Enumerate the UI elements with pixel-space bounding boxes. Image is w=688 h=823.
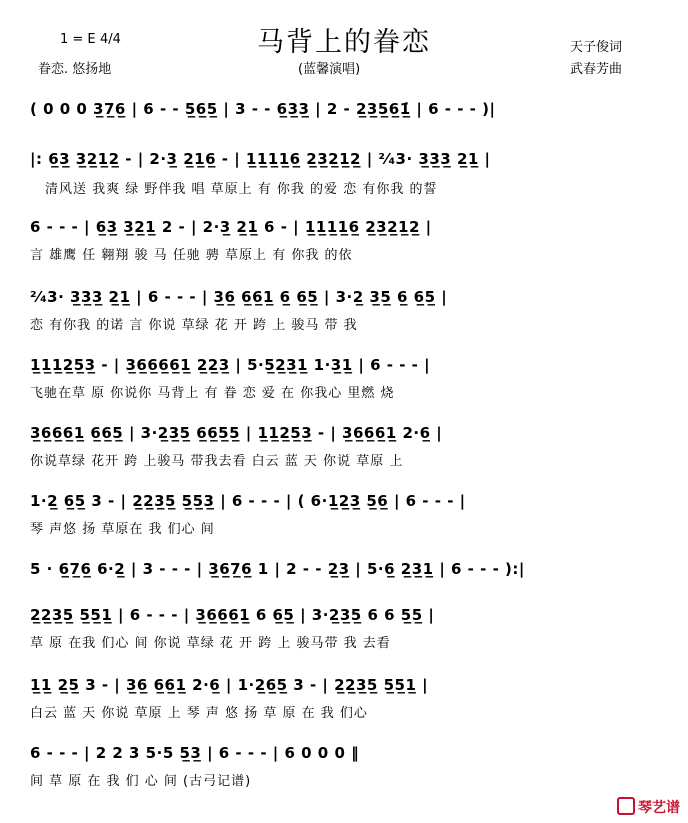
key-signature: 1 = E — [60, 32, 96, 47]
song-title: 马背上的眷恋 — [257, 27, 431, 58]
lyric-row-11: 间 草 原 在 我 们 心 间 (古弓记谱) — [30, 774, 252, 789]
notation-row-10: 1̲1̲ 2̲5̲ 3 - | 3̲6̲ 6̲6̲1̲ 2·6̲ | 1·2̲6̲5̲ 3 - | 2̲2̲3̲5̲ 5̲5̲1̲ | — [30, 676, 429, 694]
lyric-row-9: 草 原 在我 们心 间 你说 草绿 花 开 跨 上 骏马带 我 去看 — [30, 636, 391, 651]
lyric-row-3: 言 雄鹰 任 翱翔 骏 马 任驰 骋 草原上 有 你我 的依 — [30, 248, 353, 263]
lyric-row-4: 恋 有你我 的诺 言 你说 草绿 花 开 跨 上 骏马 带 我 — [30, 318, 358, 333]
lyric-row-5: 飞驰在草 原 你说你 马背上 有 眷 恋 爱 在 你我心 里燃 烧 — [30, 386, 395, 401]
lyric-row-6: 你说草绿 花开 跨 上骏马 带我去看 白云 蓝 天 你说 草原 上 — [30, 454, 404, 469]
notation-row-1: ( 0 0 0 3̲7̲6̲ | 6 - - 5̲6̲5̲ | 3 - - 6̲3̲3̲ | 2 - 2̲3̲5̲6̲1̲̇ | 6 - - - )| — [30, 100, 496, 118]
singer-credit: (蓝馨演唱) — [298, 62, 361, 77]
notation-row-3: 6 - - - | 6̲3̲ 3̲2̲1̲ 2 - | 2·3̲ 2̲1̲ 6 - | 1̲1̲1̲1̲6̲ 2̲3̲2̲1̲2̲ | — [30, 218, 432, 236]
notation-row-9: 2̲2̲3̲5̲ 5̲5̲1̲ | 6 - - - | 3̲6̲6̲6̲1̲ 6 6̲5̲ | 3·2̲3̲5̲ 6 6 5̲5̲ | — [30, 606, 435, 624]
logo-icon — [617, 797, 635, 815]
notation-row-5: 1̲1̲1̲2̲5̲3̲ - | 3̲6̲6̲6̲6̲1̲ 2̲2̲3̲ | 5·5̲2̲3̲1̲ 1·3̲1̲ | 6 - - - | — [30, 356, 431, 374]
notation-row-4: ²⁄₄3· 3̲3̲3̲ 2̲1̲ | 6 - - - | 3̲6̲ 6̲6̲1̲ 6̲ 6̲5̲ | 3·2̲ 3̲5̲ 6̲ 6̲5̲ | — [30, 288, 448, 306]
site-watermark: 琴艺谱 — [617, 797, 680, 817]
lyric-row-2: 清风送 我爽 绿 野伴我 唱 草原上 有 你我 的爱 恋 有你我 的誓 — [45, 182, 438, 197]
notation-row-8: 5 · 6̲7̲6̲ 6·2̲ | 3 - - - | 3̲6̲7̲6̲ 1 | 2 - - 2̲3̲ | 5·6̲ 2̲3̲1̲ | 6 - - - ):| — [30, 560, 525, 578]
notation-row-2: |: 6̲3̲ 3̲2̲1̲2̲ - | 2·3̲ 2̲1̲6̲ - | 1̲1̲1̲1̲6̲ 2̲3̲2̲1̲2̲ | ²⁄₄3· 3̲3̲3̲ 2̲1̲ | — [30, 150, 491, 168]
lyric-row-7: 琴 声悠 扬 草原在 我 们心 间 — [30, 522, 215, 537]
mood-marking: 眷恋. 悠扬地 — [38, 62, 112, 77]
notation-row-7: 1·2̲ 6̲5̲ 3 - | 2̲2̲3̲5̲ 5̲5̲3̲ | 6 - - - | ( 6·1̲2̲3̲ 5̲6̲ | 6 - - - | — [30, 492, 466, 510]
notation-row-11: 6 - - - | 2 2 3 5·5 5̲3̲ | 6 - - - | 6 0 0 0 ‖ — [30, 744, 360, 762]
notation-row-6: 3̲6̲6̲6̲1̲ 6̲6̲5̲ | 3·2̲3̲5̲ 6̲6̲5̲5̲ | 1̲1̲2̲5̲3̲ - | 3̲6̲6̲6̲1̲ 2·6̲ | — [30, 424, 443, 442]
lyricist-credit: 天子俊词 — [570, 40, 623, 55]
composer-credit: 武春芳曲 — [570, 62, 623, 77]
lyric-row-10: 白云 蓝 天 你说 草原 上 琴 声 悠 扬 草 原 在 我 们心 — [30, 706, 368, 721]
time-signature: 4/4 — [100, 32, 121, 47]
